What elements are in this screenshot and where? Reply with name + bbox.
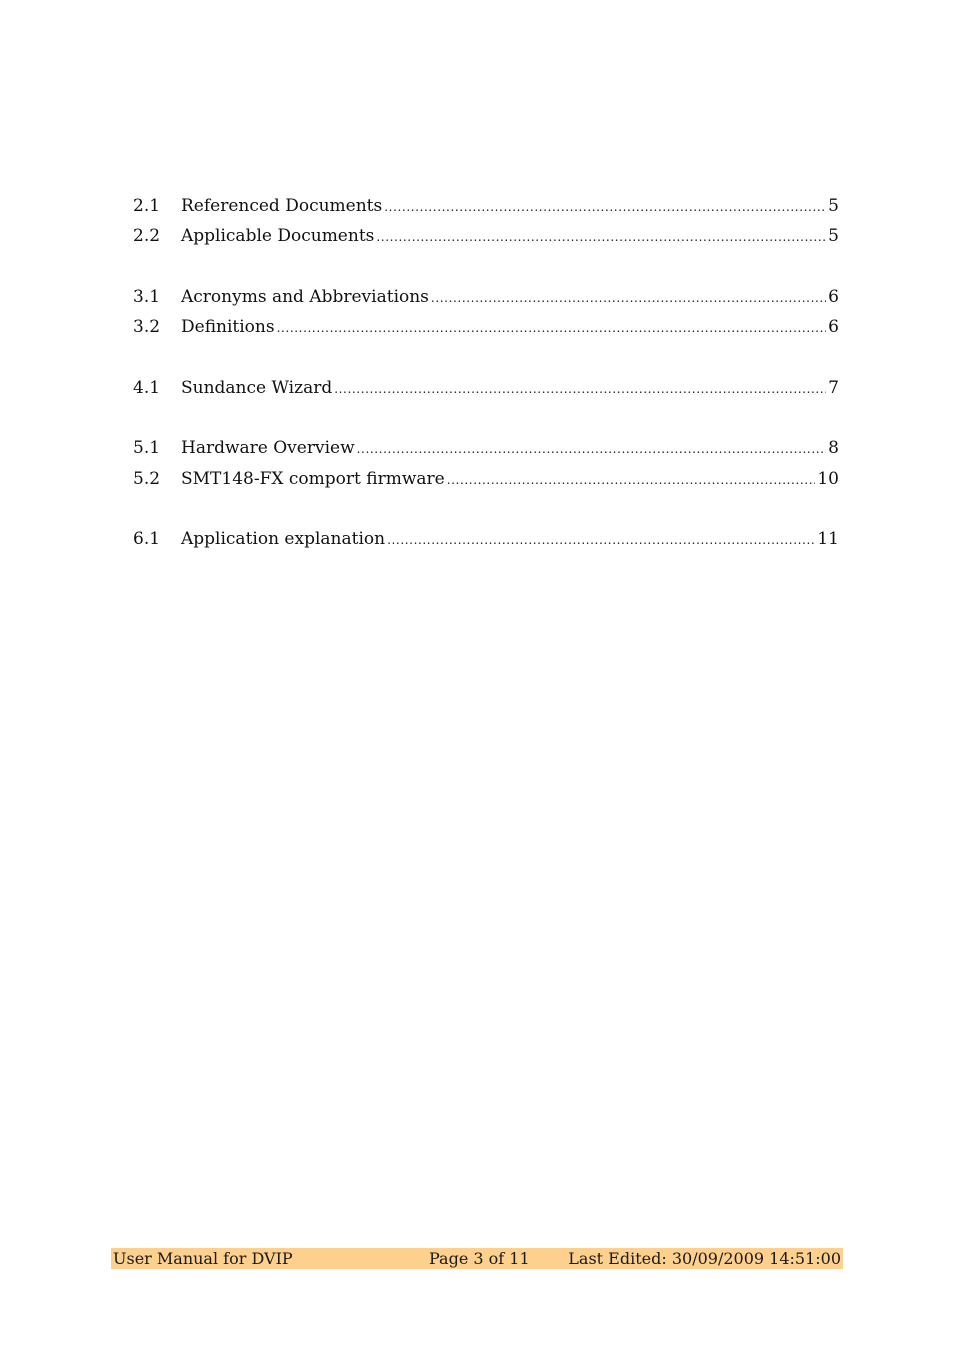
toc-title: Acronyms and Abbreviations (181, 287, 429, 307)
toc-leader-dots (277, 316, 827, 340)
toc-number: 6.1 (133, 529, 161, 549)
footer-last-edited: Last Edited: 30/09/2009 14:51:00 (568, 1249, 841, 1268)
toc-title: Definitions (181, 317, 275, 337)
toc-entry-2-2[interactable] (133, 224, 839, 248)
page-footer (111, 1248, 843, 1269)
toc-page-number: 5 (828, 196, 839, 216)
toc-entry-4-1[interactable] (133, 376, 839, 400)
toc-page-number: 6 (828, 287, 839, 307)
toc-number: 5.1 (133, 438, 161, 458)
toc-leader-dots (376, 225, 826, 249)
toc-entry-3-1[interactable] (133, 285, 839, 309)
toc-title: SMT148-FX comport firmware (181, 469, 445, 489)
toc-entry-2-1[interactable] (133, 194, 839, 218)
toc-page-number: 8 (828, 438, 839, 458)
toc-entry-6-1[interactable] (133, 527, 839, 551)
toc-leader-dots (431, 286, 826, 310)
toc-title: Applicable Documents (181, 226, 375, 246)
toc-title: Hardware Overview (181, 438, 355, 458)
toc-page-number: 6 (828, 317, 839, 337)
toc-number: 2.1 (133, 196, 161, 216)
toc-number: 3.2 (133, 317, 161, 337)
footer-document-title: User Manual for DVIP (113, 1249, 293, 1268)
toc-page-number: 11 (817, 529, 839, 549)
toc-title: Referenced Documents (181, 196, 383, 216)
toc-number: 2.2 (133, 226, 161, 246)
toc-page-number: 7 (828, 378, 839, 398)
toc-entry-3-2[interactable] (133, 315, 839, 339)
toc-number: 5.2 (133, 469, 161, 489)
toc-entry-5-2[interactable] (133, 467, 839, 491)
toc-page-number: 5 (828, 226, 839, 246)
toc-entry-5-1[interactable] (133, 436, 839, 460)
toc-title: Sundance Wizard (181, 378, 333, 398)
toc-leader-dots (447, 468, 816, 492)
toc-leader-dots (387, 528, 815, 552)
toc-number: 3.1 (133, 287, 161, 307)
toc-leader-dots (334, 377, 826, 401)
toc-leader-dots (357, 437, 827, 461)
toc-number: 4.1 (133, 378, 161, 398)
toc-page-number: 10 (817, 469, 839, 489)
footer-page-number: Page 3 of 11 (429, 1249, 530, 1268)
toc-leader-dots (384, 195, 826, 219)
toc-title: Application explanation (181, 529, 386, 549)
